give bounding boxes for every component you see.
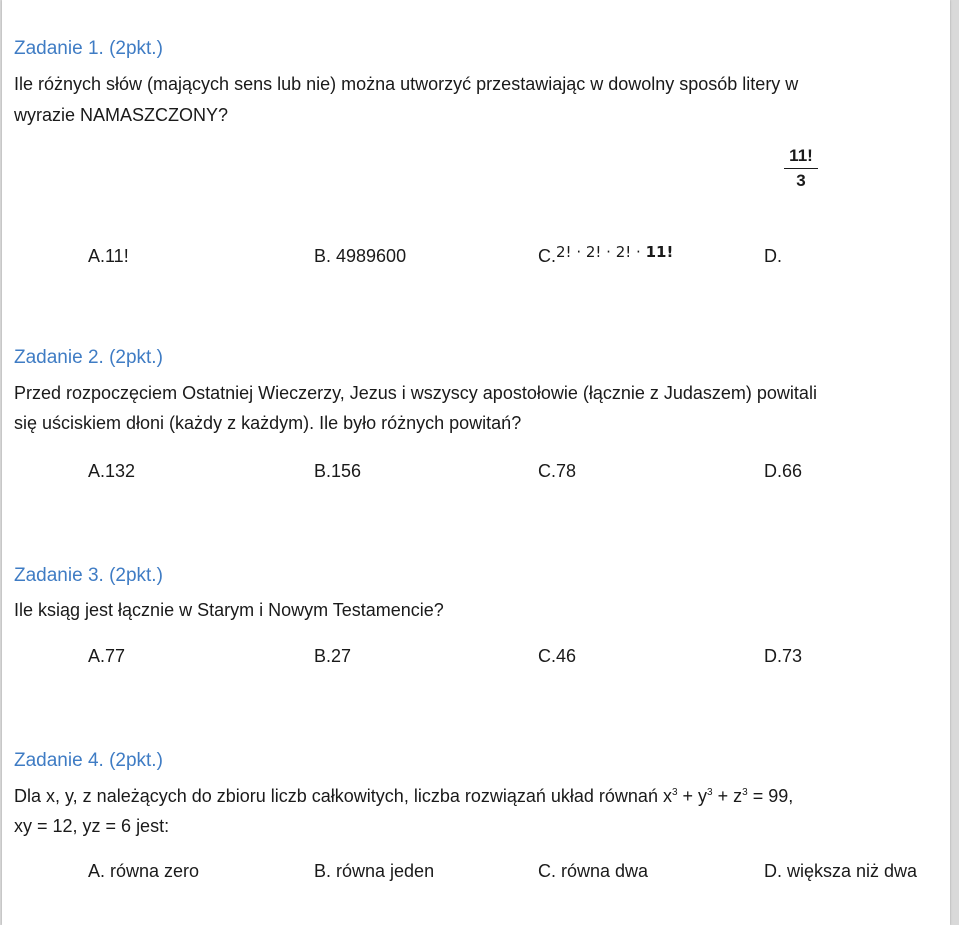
eq-x-exp: 3 (671, 787, 678, 798)
option-c-formula-factorials: 2! · 2! · 2! · (556, 243, 646, 261)
task-2-option-b: B.156 (314, 461, 362, 481)
task-1-question-line-2: wyrazie NAMASZCZONY? (14, 105, 229, 125)
task-1-question-line-1: Ile różnych słów (mających sens lub nie) można utworzyć przestawiając w dowolny sposób litery w (14, 74, 799, 94)
task-4-question-line-2: xy = 12, yz = 6 jest: (14, 816, 170, 836)
task-3-option-b: B.27 (314, 646, 352, 666)
task-3-option-d: D.73 (764, 646, 803, 666)
eq-y-exp: 3 (707, 787, 713, 798)
eq-y: y (698, 786, 708, 806)
task-2-question-line-1: Przed rozpoczęciem Ostatniej Wieczerzy, Jezus i wszyscy apostołowie (łącznie z Judaszem) powitali (14, 383, 817, 403)
task-3-question-line-1: Ile ksiąg jest łącznie w Starym i Nowym Testamencie? (14, 600, 444, 620)
task-1-option-d: D. (764, 246, 782, 266)
eq-rhs: = 99, (747, 786, 794, 806)
task-1-title: Zadanie 1. (2pkt.) (14, 38, 163, 59)
task-3-option-a: A.77 (88, 646, 126, 666)
eq-plus-2: + (712, 786, 734, 806)
task-3-option-c: C.46 (538, 646, 577, 666)
task-4-question-line-1 (14, 786, 793, 807)
task-4-option-b: B. równa jeden (314, 861, 435, 881)
task-1-option-c (538, 243, 674, 267)
task-4-option-d: D. większa niż dwa (764, 861, 918, 881)
eq-plus-1: + (677, 786, 699, 806)
fraction-denominator: 3 (796, 171, 806, 190)
task-1-option-b: B. 4989600 (314, 246, 407, 266)
task-1-option-a: A.11! (88, 246, 129, 266)
eq-z: z (733, 786, 743, 806)
option-c-prefix: C. (538, 246, 556, 266)
option-c-formula-bold: 11! (645, 243, 674, 261)
task-2-title: Zadanie 2. (2pkt.) (14, 347, 163, 368)
task-2-question-line-2: się uściskiem dłoni (każdy z każdym). Ile było różnych powitań? (14, 413, 522, 433)
option-c-formula (556, 243, 673, 261)
eq-z-exp: 3 (742, 787, 748, 798)
task-4-question-text: Dla x, y, z należących do zbioru liczb całkowitych, liczba rozwiązań układ równań (14, 786, 658, 806)
task-4-title: Zadanie 4. (2pkt.) (14, 750, 163, 771)
document-page (2, 0, 950, 925)
eq-x: x (662, 786, 672, 806)
task-3-title: Zadanie 3. (2pkt.) (14, 565, 163, 586)
task-4-equation (663, 786, 793, 806)
task-2-option-c: C.78 (538, 461, 577, 481)
task-2-option-d: D.66 (764, 461, 803, 481)
task-4-option-c: C. równa dwa (538, 861, 649, 881)
fraction-numerator: 11! (784, 146, 818, 169)
task-4-option-a: A. równa zero (88, 861, 200, 881)
task-2-option-a: A.132 (88, 461, 136, 481)
task-1-fraction (784, 146, 818, 191)
